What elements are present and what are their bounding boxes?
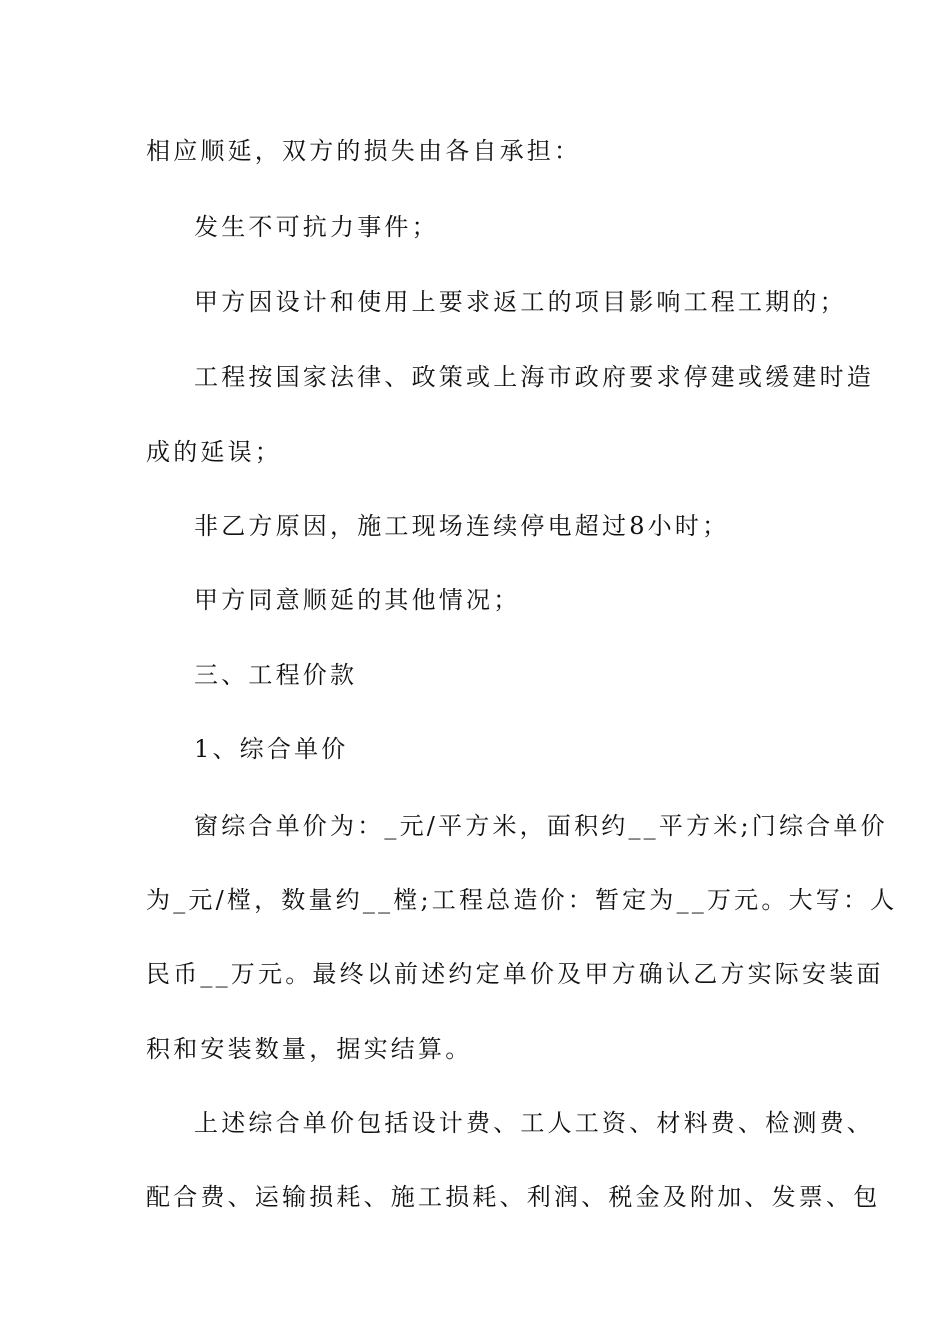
paragraph-line: 非乙方原因，施工现场连续停电超过8小时； [194,512,730,540]
paragraph-line: 相应顺延，双方的损失由各自承担： [146,137,582,165]
paragraph-line: 工程按国家法律、政策或上海市政府要求停建或缓建时造 [194,363,874,391]
paragraph-line: 甲方因设计和使用上要求返工的项目影响工程工期的； [194,288,847,316]
paragraph-line: 上述综合单价包括设计费、工人工资、材料费、检测费、 [194,1109,874,1137]
paragraph-line: 为_元/樘，数量约__樘;工程总造价：暂定为__万元。大写：人 [146,886,898,914]
section-heading: 三、工程价款 [194,661,358,689]
paragraph-line: 民币__万元。最终以前述约定单价及甲方确认乙方实际安装面 [146,960,884,988]
subsection-heading: 1、综合单价 [194,735,349,763]
paragraph-line: 窗综合单价为：_元/平方米，面积约__平方米;门综合单价 [194,812,888,840]
paragraph-line: 发生不可抗力事件； [194,213,439,241]
paragraph-line: 甲方同意顺延的其他情况； [194,586,521,614]
paragraph-line: 积和安装数量，据实结算。 [146,1035,473,1063]
paragraph-line: 配合费、运输损耗、施工损耗、利润、税金及附加、发票、包 [146,1183,881,1211]
paragraph-line: 成的延误； [146,438,282,466]
